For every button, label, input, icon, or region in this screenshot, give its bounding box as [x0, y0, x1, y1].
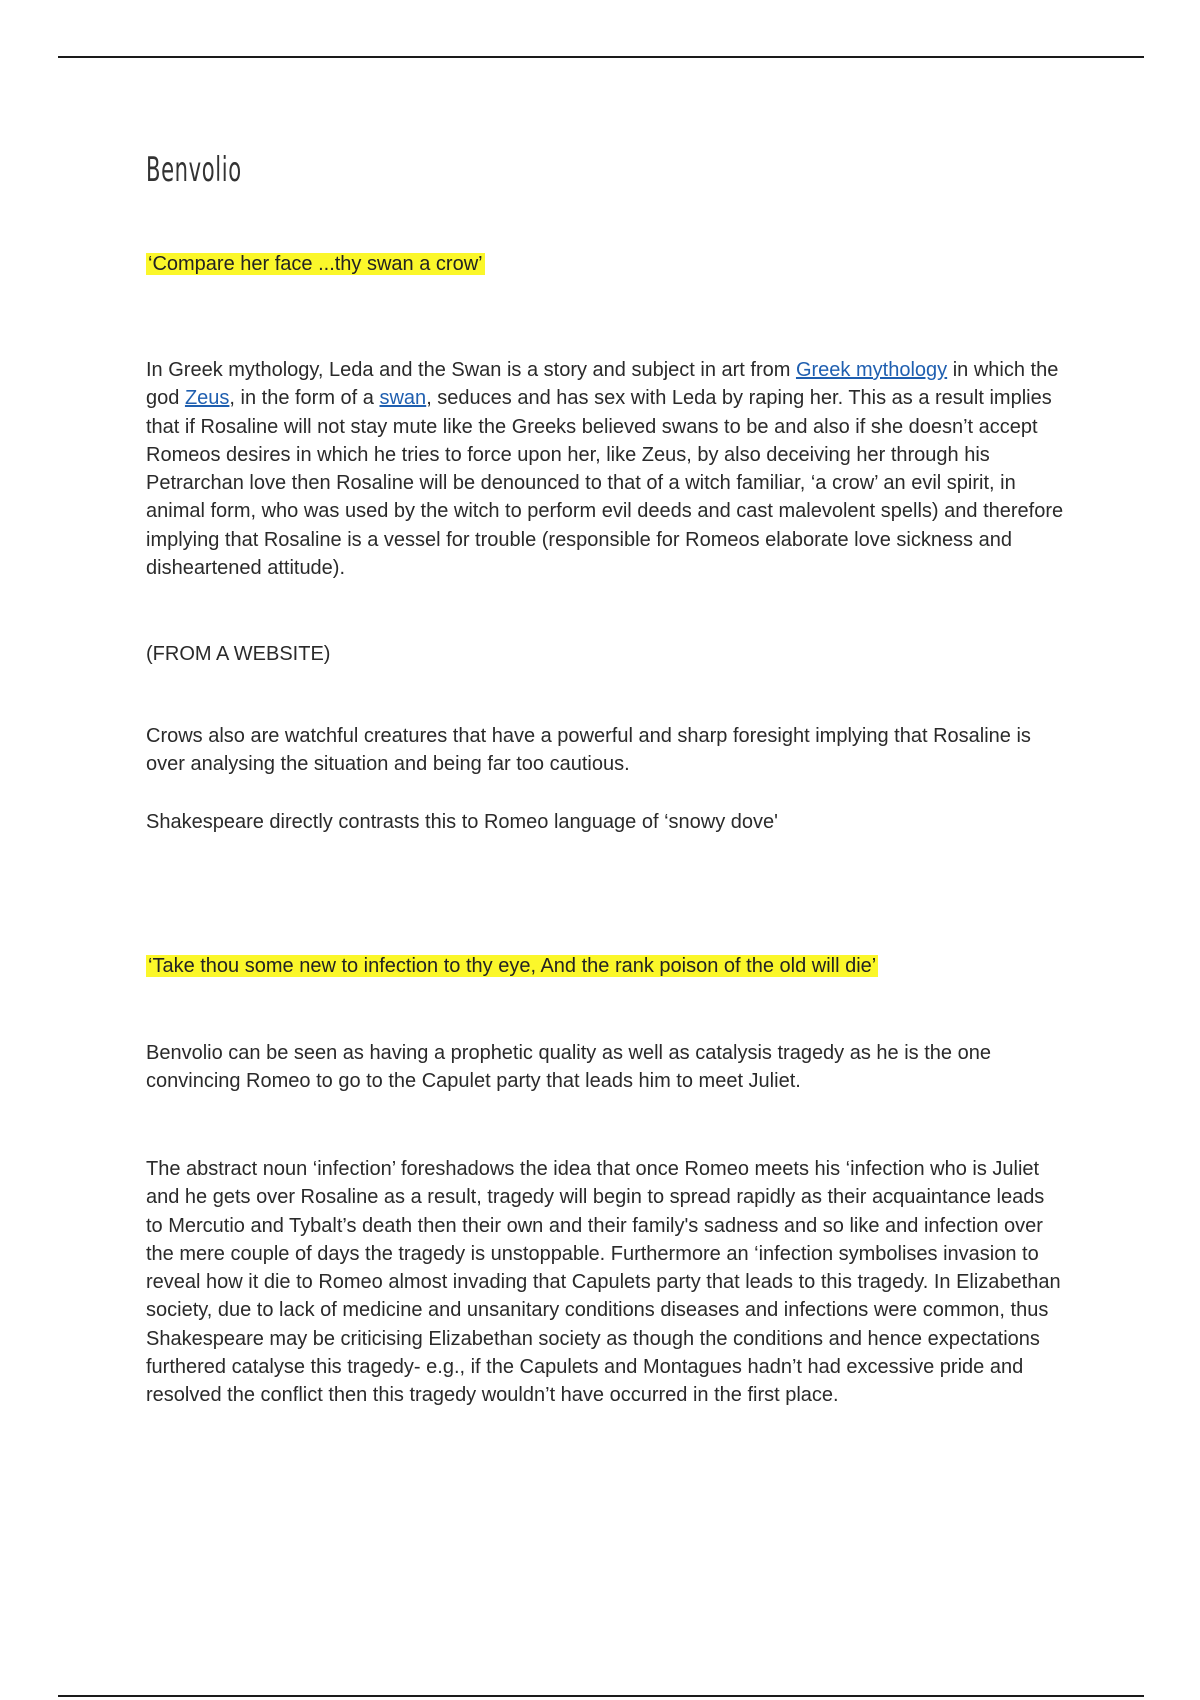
link-swan[interactable]: swan [379, 387, 427, 410]
paragraph-greek-mythology [146, 356, 1066, 582]
paragraph-infection: The abstract noun ‘infection’ foreshadows the idea that once Romeo meets his ‘infection who is Juliet and he gets over Rosaline as a result, tragedy will begin to spread rapidly as their acquaintance leads to Mercutio and Tybalt’s death then their own and their family's sadness and so like and infection over the mere couple of days the tragedy is unstoppable. Furthermore an ‘infection symbolises invasion to reveal how it die to Romeo almost invading that Capulets party that leads to this tragedy. In Elizabethan society, due to lack of medicine and unsanitary conditions diseases and infections were common, thus Shakespeare may be criticising Elizabethan society as though the conditions and hence expectations furthered catalyse this tragedy- e.g., if the Capulets and Montagues hadn’t had excessive pride and resolved the conflict then this tragedy wouldn’t have occurred in the first place. [146, 1158, 1061, 1407]
page-title: Benvolio [146, 150, 242, 190]
top-rule [58, 56, 1144, 58]
quote-1-text: ‘Compare her face ...thy swan a crow’ [148, 253, 483, 275]
paragraph-snowy-dove: Shakespeare directly contrasts this to Romeo language of ‘snowy dove' [146, 811, 778, 833]
link-zeus[interactable]: Zeus [184, 387, 230, 410]
paragraph-1-part-4: , seduces and has sex with Leda by raping her. This as a result implies that if Rosaline will not stay mute like the Greeks believed swans to be and also if she doesn’t accept Romeos desires in which he tries to force upon her, like Zeus, by also deceiving her through his Petrarchan love then Rosaline will be denounced to that of a witch familiar, ‘a crow’ an evil spirit, in animal form, who was used by the witch to perform evil deeds and cast malevolent spells) and therefore implying that Rosaline is a vessel for trouble (responsible for Romeos elaborate love sickness and disheartened attitude). [146, 387, 1064, 580]
paragraph-prophetic: Benvolio can be seen as having a prophetic quality as well as catalysis tragedy as he is the one convincing Romeo to go to the Capulet party that leads him to meet Juliet. [146, 1042, 991, 1093]
link-greek-mythology[interactable]: Greek mythology [795, 359, 948, 381]
paragraph-crows: Crows also are watchful creatures that have a powerful and sharp foresight implying that Rosaline is over analysing the situation and being far too cautious. [146, 725, 1031, 776]
source-note: (FROM A WEBSITE) [146, 643, 331, 665]
highlighted-quote-1 [146, 250, 485, 278]
bottom-rule [58, 1695, 1144, 1697]
highlighted-quote-2 [146, 952, 878, 980]
paragraph-1-part-3: , in the form of a [229, 387, 380, 410]
paragraph-1-part-1: In Greek mythology, Leda and the Swan is a story and subject in art from [146, 359, 796, 381]
quote-2-text: ‘Take thou some new to infection to thy eye, And the rank poison of the old will die’ [148, 955, 877, 977]
paragraph-1-part-2: in which the god [146, 359, 1059, 410]
